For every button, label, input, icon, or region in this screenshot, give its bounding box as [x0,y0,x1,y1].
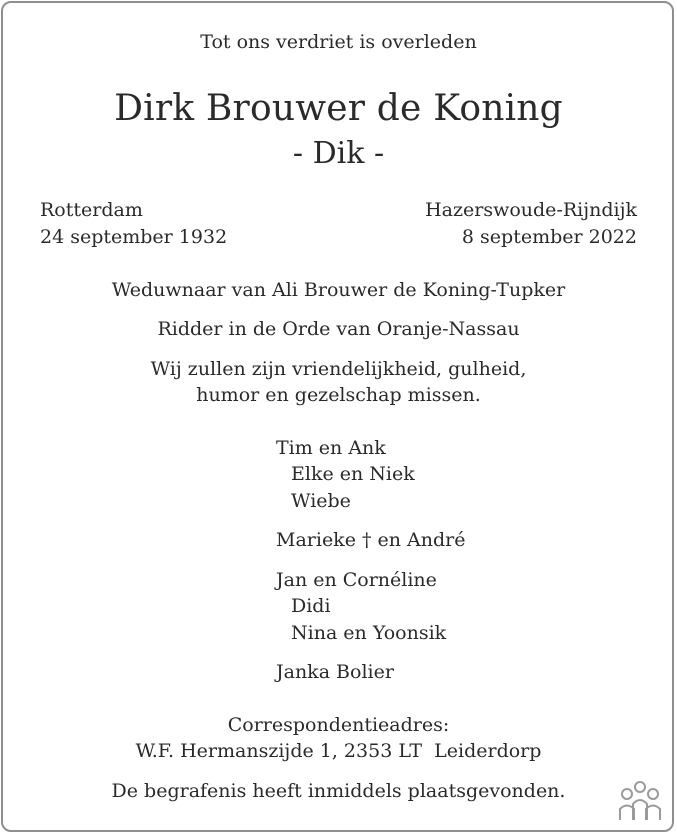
honor-text: Ridder in de Orde van Oranje-Nassau [157,318,520,340]
death-date: 8 september 2022 [461,226,637,248]
family-member: Nina en Yoonsik [291,622,447,644]
funeral-note: De begrafenis heeft inmiddels plaatsgevonden. [111,780,566,802]
family-member: Didi [291,595,331,617]
family-member: Marieke † en André [276,529,466,551]
birth-place: Rotterdam [40,199,143,221]
family-member: Wiebe [291,490,351,512]
death-info [425,197,637,251]
tribute-line-1: Wij zullen zijn vriendelijkheid, gulheid, [150,358,527,380]
family-member: Jan en Cornéline [276,569,437,591]
family-member: Elke en Niek [291,463,415,485]
deceased-nickname: - Dik - [292,136,385,171]
family-member: Tim en Ank [276,437,386,459]
death-place: Hazerswoude-Rijndijk [425,199,637,221]
tribute-line-2: humor en gezelschap missen. [196,384,481,406]
birth-date: 24 september 1932 [40,226,228,248]
intro-text: Tot ons verdriet is overleden [200,31,477,53]
deceased-name: Dirk Brouwer de Koning [114,88,563,129]
family-member: Janka Bolier [276,661,394,683]
correspondence-address: W.F. Hermanszijde 1, 2353 LT Leiderdorp [135,740,542,762]
birth-info [40,197,227,251]
widower-text: Weduwnaar van Ali Brouwer de Koning-Tupker [111,279,566,301]
family-people-icon [615,780,665,824]
correspondence-label: Correspondentieadres: [227,714,450,736]
